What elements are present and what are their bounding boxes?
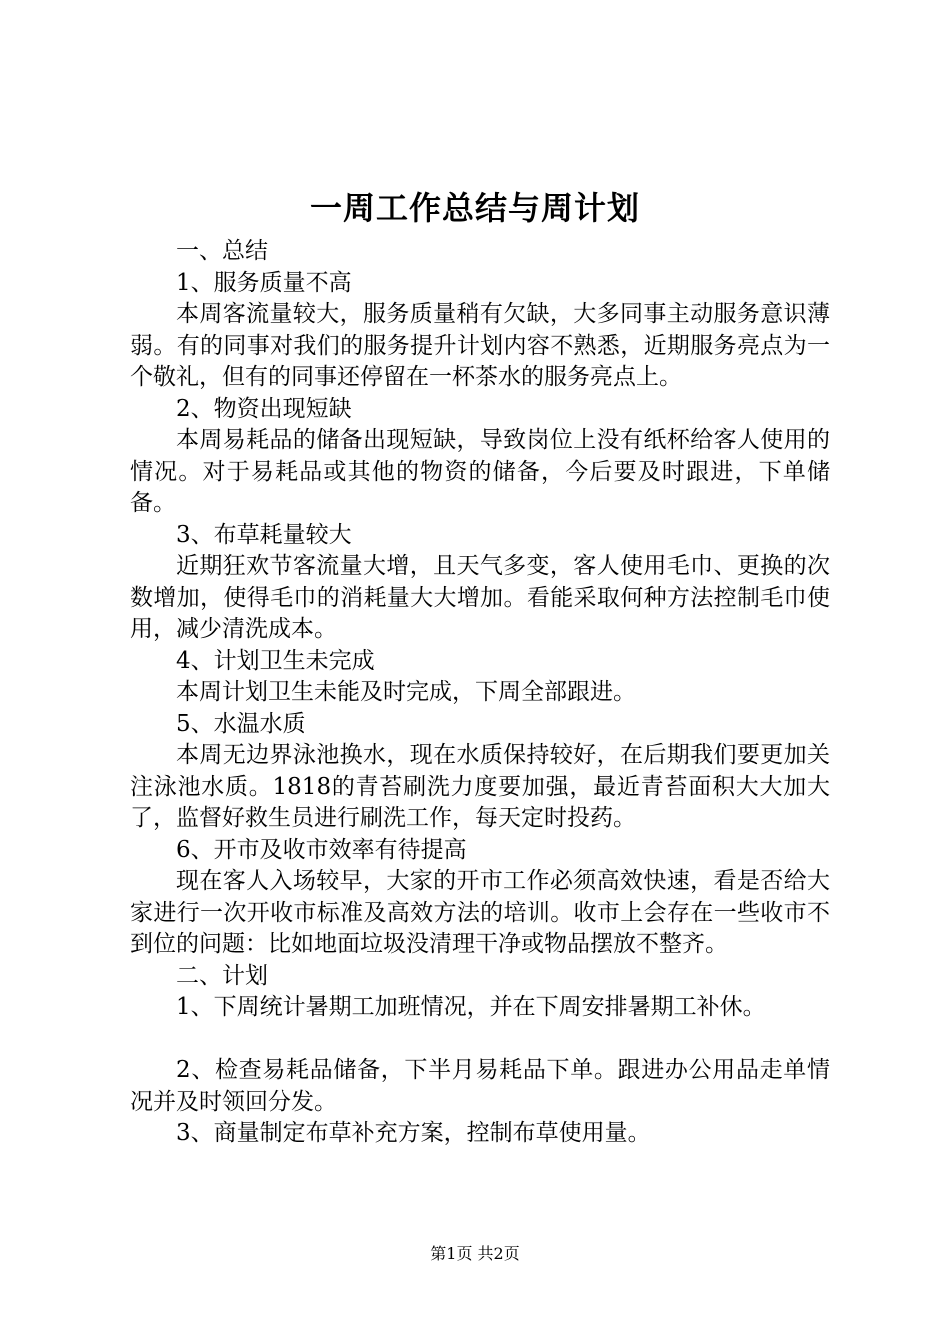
item-heading: 2、物资出现短缺	[176, 395, 352, 422]
item-heading: 5、水温水质	[176, 710, 306, 737]
body-paragraph: 本周无边界泳池换水，现在水质保持较好，在后期我们要更加关注泳池水质。1818的青苔刷洗力度要加强，最近青苔面积大大加大了，监督好救生员进行刷洗工作，每天定时投药。	[130, 742, 830, 831]
blank-line	[130, 1024, 830, 1056]
section-heading-summary: 一、总结	[176, 238, 268, 264]
item-heading: 6、开市及收市效率有待提高	[176, 836, 467, 863]
item-heading: 3、布草耗量较大	[176, 521, 352, 548]
plan-item: 3、商量制定布草补充方案，控制布草使用量。	[176, 1120, 651, 1146]
item-heading: 4、计划卫生未完成	[176, 647, 375, 674]
item-heading: 1、服务质量不高	[176, 269, 352, 296]
body-paragraph: 近期狂欢节客流量大增，且天气多变，客人使用毛巾、更换的次数增加，使得毛巾的消耗量大大增加。看能采取何种方法控制毛巾使用，减少清洗成本。	[130, 553, 830, 642]
plan-item: 1、下周统计暑期工加班情况，并在下周安排暑期工补休。	[176, 994, 766, 1020]
body-paragraph: 现在客人入场较早，大家的开市工作必须高效快速，看是否给大家进行一次开收市标准及高效方法的培训。收市上会存在一些收市不到位的问题：比如地面垃圾没清理干净或物品摆放不整齐。	[130, 868, 830, 957]
page-footer: 第1页 共2页	[430, 1244, 520, 1263]
document-title: 一周工作总结与周计划	[309, 189, 640, 227]
document-body	[130, 236, 830, 1150]
section-heading-plan: 二、计划	[176, 962, 268, 989]
plan-item: 2、检查易耗品储备，下半月易耗品下单。跟进办公用品走单情况并及时领回分发。	[130, 1057, 830, 1115]
body-paragraph: 本周计划卫生未能及时完成，下周全部跟进。	[176, 679, 636, 705]
body-paragraph: 本周客流量较大，服务质量稍有欠缺，大多同事主动服务意识薄弱。有的同事对我们的服务提升计划内容不熟悉，近期服务亮点为一个敬礼，但有的同事还停留在一杯茶水的服务亮点上。	[130, 301, 830, 390]
body-paragraph: 本周易耗品的储备出现短缺，导致岗位上没有纸杯给客人使用的情况。对于易耗品或其他的物资的储备，今后要及时跟进，下单储备。	[130, 427, 830, 516]
